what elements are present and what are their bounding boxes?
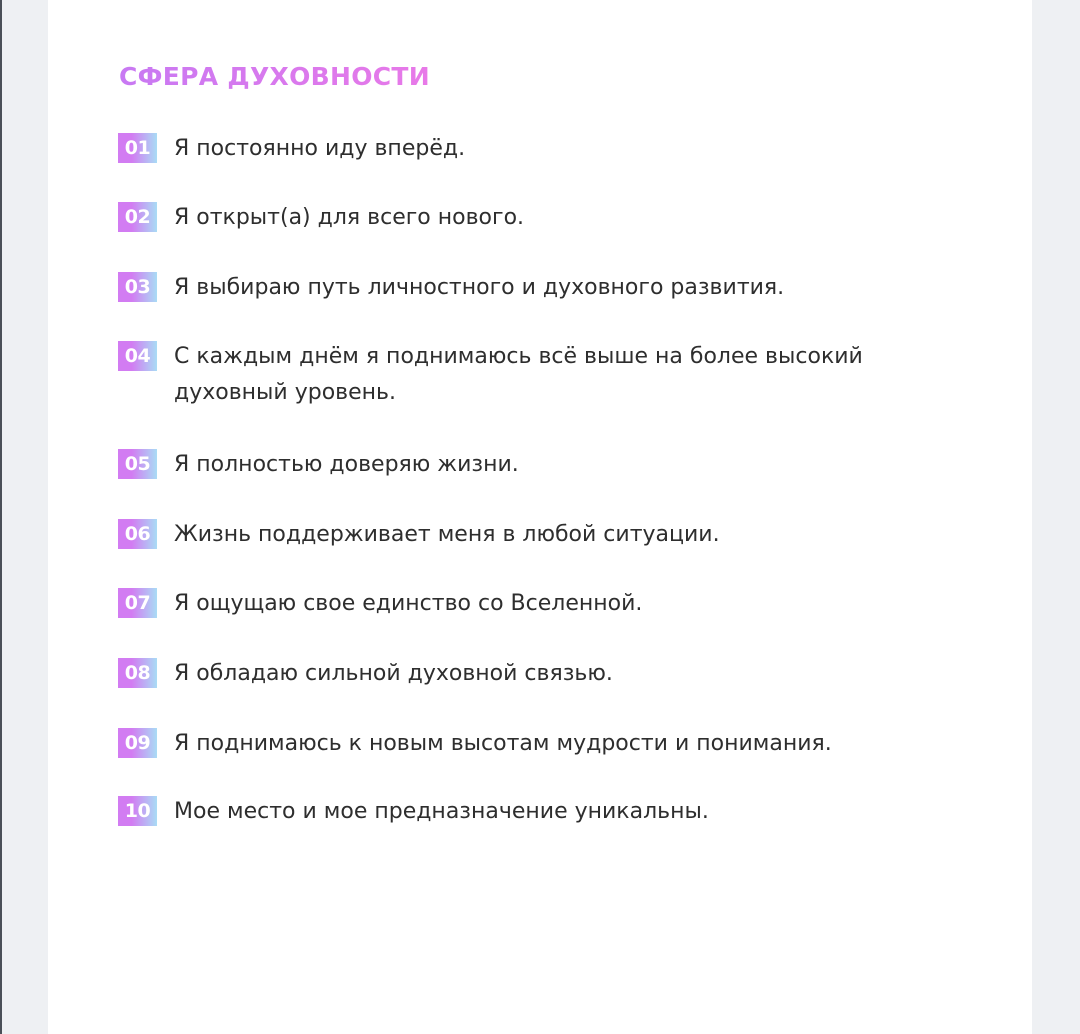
list-item-08 [118,656,613,692]
item-number-badge: 07 [118,588,157,618]
item-number-badge: 03 [118,272,157,302]
item-text [174,656,613,692]
list-item-06 [118,517,720,553]
item-number-badge: 04 [118,341,157,371]
item-number-badge: 05 [118,449,157,479]
item-text [174,447,519,483]
list-item-05 [118,447,519,483]
item-number-badge: 02 [118,202,157,232]
item-text-line: С каждым днём я поднимаюсь всё выше на более высокий [174,344,863,369]
item-text [174,270,784,306]
left-edge-line [0,0,2,1034]
item-number-badge: 09 [118,728,157,758]
item-text [174,586,642,622]
item-text [174,200,524,236]
item-text-line: Я обладаю сильной духовной связью. [174,661,613,686]
list-item-01 [118,131,465,167]
item-text-line: Я ощущаю свое единство со Вселенной. [174,591,643,616]
list-item-04 [118,339,863,411]
item-text-line: Я выбираю путь личностного и духовного развития. [174,275,785,300]
item-text-line: Я постоянно иду вперёд. [174,136,466,161]
item-number-badge: 01 [118,133,157,163]
item-text-line: Я полностью доверяю жизни. [174,452,519,477]
item-text [174,517,720,553]
list-item-02 [118,200,524,236]
item-number-badge: 06 [118,519,157,549]
item-text-line: Жизнь поддерживает меня в любой ситуации. [174,522,720,547]
item-text [174,131,465,167]
list-item-03 [118,270,784,306]
item-text [174,339,863,411]
item-text-line: Мое место и мое предназначение уникальны. [174,799,709,824]
item-text [174,726,832,762]
document-page [48,0,1032,1034]
item-number-badge: 10 [118,796,157,826]
item-number-badge: 08 [118,658,157,688]
item-text-line: Я поднимаюсь к новым высотам мудрости и понимания. [174,731,832,756]
item-text [174,794,709,830]
list-item-09 [118,726,832,762]
list-item-07 [118,586,642,622]
item-text-line: Я открыт(а) для всего нового. [174,205,525,230]
page-title: СФЕРА ДУХОВНОСТИ [119,60,430,94]
list-item-10 [118,794,709,830]
item-text-line: духовный уровень. [174,380,397,405]
